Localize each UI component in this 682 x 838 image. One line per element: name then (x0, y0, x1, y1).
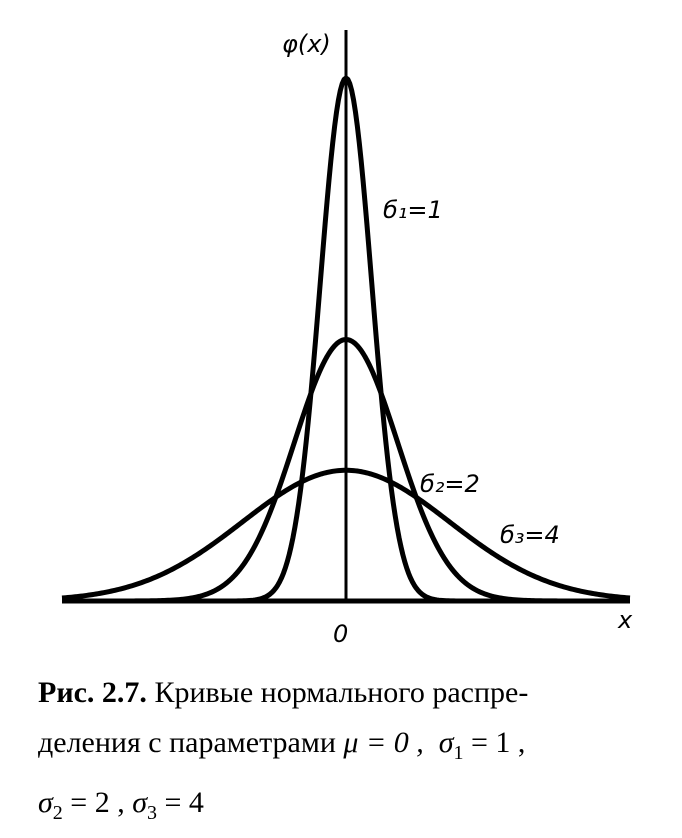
caption-number: Рис. 2.7. (38, 676, 147, 709)
caption-sigma2-sub: 2 (52, 802, 63, 824)
caption-line2-text: деления с параметрами (38, 726, 344, 759)
caption-sigma1-sub: 1 (453, 742, 464, 764)
caption-mu: μ = 0 , (343, 726, 424, 759)
caption-sigma1-value: = 1 , (463, 726, 526, 759)
caption-line-2 (38, 718, 678, 778)
y-axis-label: φ(x) (282, 30, 331, 58)
caption-sigma2-symbol: σ (38, 786, 53, 819)
x-tick-label-0: 0 (333, 620, 349, 648)
figure-caption (38, 668, 678, 838)
series-label-sigma3: б₃=4 (500, 521, 560, 549)
caption-sigma1-symbol: σ (438, 726, 454, 759)
caption-sigma3-symbol: σ (132, 786, 148, 819)
caption-sigma3-value: = 4 (157, 786, 204, 819)
caption-sigma2-value: = 2 , (62, 786, 125, 819)
caption-line-3 (38, 778, 678, 838)
series-label-sigma2: б₂=2 (420, 470, 480, 498)
series-label-sigma1: б₁=1 (383, 196, 443, 224)
caption-line-1 (38, 668, 678, 718)
caption-line1-text: Кривые нормального распре- (146, 676, 529, 709)
x-axis-label: x (618, 606, 633, 634)
caption-sigma3-sub: 3 (147, 802, 158, 824)
